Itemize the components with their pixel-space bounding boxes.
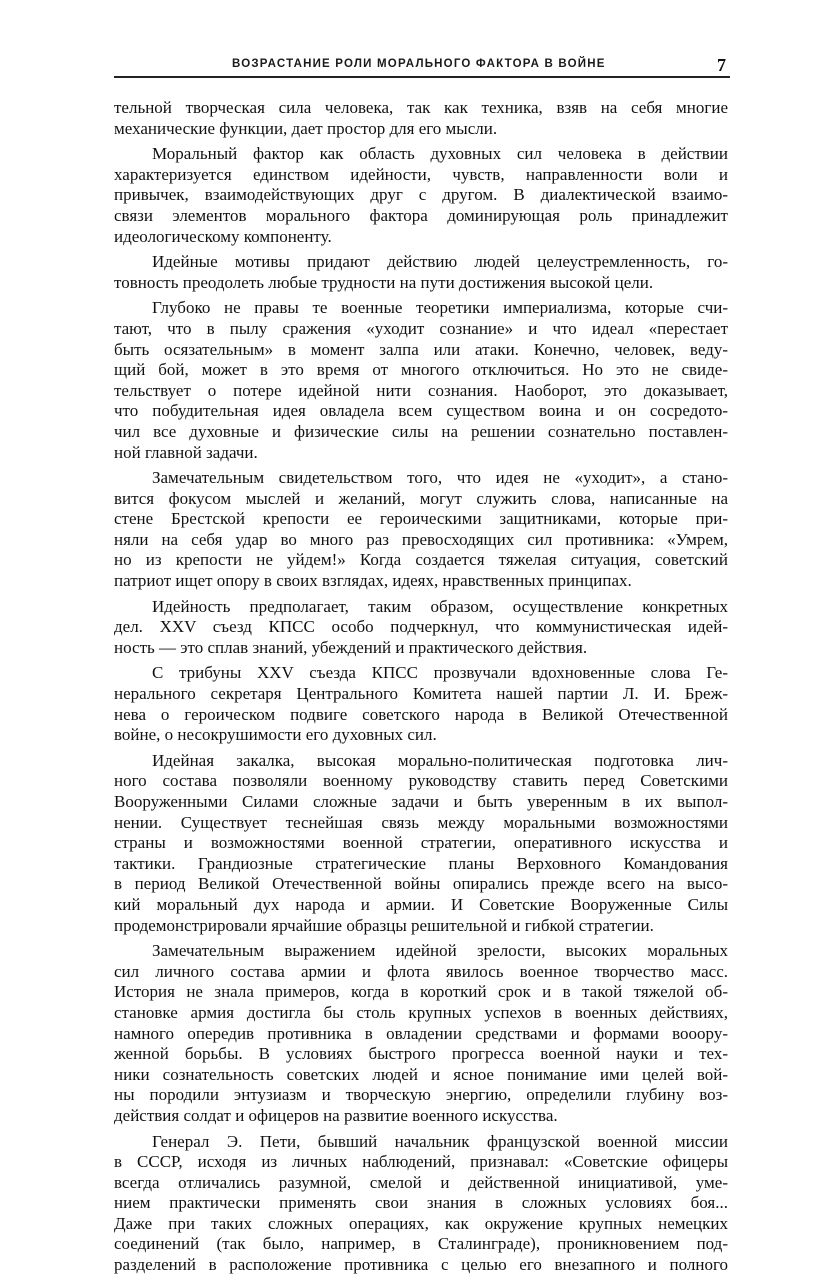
- paragraph-6: [114, 597, 728, 659]
- text-line: тельной творческая сила человека, так как техника, взяв на себя многие: [114, 98, 728, 117]
- paragraph-7: [114, 663, 728, 745]
- text-line: тают, что в пылу сражения «уходит сознание» и что идеал «перестает: [114, 318, 728, 338]
- body-text: [114, 98, 728, 1281]
- text-line: характеризуется единством идейности, чувств, направленности воли и: [114, 164, 728, 184]
- text-line: Глубоко не правы те военные теоретики империализма, которые счи-: [152, 298, 728, 318]
- text-line: быть осязательным» в момент залпа или атаки. Конечно, человек, веду-: [114, 339, 728, 359]
- running-head: [114, 55, 730, 77]
- text-line: стене Брестской крепости ее героическими защитниками, которые при-: [114, 509, 728, 529]
- text-line: связи элементов морального фактора доминирующая роль принадлежит: [114, 205, 728, 225]
- text-line: нием практически применять свои знания в сложных условиях боя...: [114, 1193, 728, 1213]
- paragraph-9: [114, 941, 728, 1126]
- text-line: механические функции, дает простор для его мысли.: [114, 118, 498, 138]
- text-line: соединений (так было, например, в Сталинграде), проникновением под-: [114, 1234, 728, 1254]
- text-line: тактики. Грандиозные стратегические планы Верховного Командования: [114, 853, 728, 873]
- page-number: 7: [717, 55, 726, 75]
- text-line: товность преодолеть любые трудности на пути достижения высокой цели.: [114, 272, 654, 292]
- text-line: Идейная закалка, высокая морально-политическая подготовка лич-: [152, 750, 728, 770]
- text-line: ность — это сплав знаний, убеждений и практического действия.: [114, 637, 588, 657]
- text-line: С трибуны XXV съезда КПСС прозвучали вдохновенные слова Ге-: [152, 663, 728, 683]
- text-line: ного состава позволяли военному руководству ставить перед Советскими: [114, 771, 728, 791]
- text-line: Моральный фактор как область духовных сил человека в действии: [152, 144, 728, 164]
- text-line: Идейные мотивы придают действию людей целеустремленность, го-: [152, 252, 728, 272]
- header-rule: [114, 76, 730, 78]
- text-line: нева о героическом подвиге советского народа в Великой Отечественной: [114, 704, 728, 724]
- text-line: всегда отличались разумной, смелой и действенной инициативой, уме-: [114, 1172, 728, 1192]
- text-line: действия солдат и офицеров на развитие военного искусства.: [114, 1105, 558, 1125]
- text-line: чил все духовные и физические силы на решении сознательно поставлен-: [114, 421, 728, 441]
- text-line: Вооруженными Силами сложные задачи и быть уверенным в их выпол-: [114, 792, 728, 811]
- text-line: Генерал Э. Пети, бывший начальник французской военной миссии: [152, 1131, 728, 1151]
- text-line: продемонстрировали ярчайшие образцы решительной и гибкой стратегии.: [114, 915, 654, 935]
- text-line: ны породили энтузиазм и творческую энергию, определили глубину воз-: [114, 1085, 728, 1105]
- paragraph-4: [114, 298, 728, 463]
- text-line: что побудительная идея овладела всем существом воина и он сосредото-: [114, 401, 728, 421]
- text-line: намного опередив противника в овладении средствами и формами вооору-: [114, 1023, 728, 1043]
- paragraph-5: [114, 468, 728, 592]
- text-line: в период Великой Отечественной войны опирались прежде всего на высо-: [114, 874, 728, 894]
- text-line: няли на себя удар во много раз превосходящих сил противника: «Умрем,: [114, 529, 728, 549]
- paragraph-1: [114, 98, 728, 139]
- text-line: Даже при таких сложных операциях, как окружение крупных немецких: [114, 1213, 728, 1233]
- text-line: Замечательным свидетельством того, что идея не «уходит», а стано-: [152, 468, 728, 488]
- text-line: нении. Существует теснейшая связь между моральными возможностями: [114, 812, 728, 832]
- text-line: становке армия достигла бы столь крупных успехов в военных действиях,: [114, 1002, 728, 1022]
- text-line: идеологическому компоненту.: [114, 226, 332, 246]
- text-line: Замечательным выражением идейной зрелости, высоких моральных: [152, 941, 728, 961]
- text-line: вится фокусом мыслей и желаний, могут служить слова, написанные на: [114, 488, 728, 508]
- text-line: ники сознательность советских людей и ясное понимание ими целей вой-: [114, 1064, 728, 1084]
- paragraph-2: [114, 144, 728, 247]
- text-line: нерального секретаря Центрального Комитета нашей партии Л. И. Бреж-: [114, 684, 728, 704]
- text-line: привычек, взаимодействующих друг с другом. В диалектической взаимо-: [114, 185, 728, 205]
- text-line: История не знала примеров, когда в короткий срок и в такой тяжелой об-: [114, 982, 728, 1002]
- paragraph-3: [114, 252, 728, 293]
- text-line: дел. XXV съезд КПСС особо подчеркнул, что коммунистическая идей-: [114, 617, 728, 637]
- text-line: в СССР, исходя из личных наблюдений, признавал: «Советские офицеры: [114, 1152, 728, 1172]
- text-line: ной главной задачи.: [114, 442, 258, 462]
- running-title: ВОЗРАСТАНИЕ РОЛИ МОРАЛЬНОГО ФАКТОРА В ВОЙНЕ: [232, 58, 606, 70]
- text-line: Идейность предполагает, таким образом, осуществление конкретных: [152, 596, 728, 616]
- text-line: войне, о несокрушимости его духовных сил.: [114, 725, 437, 745]
- text-line: щий бой, может в это время от многого отключиться. Но это не свиде-: [114, 360, 728, 380]
- text-line: разделений в расположение противника с целью его внезапного и полного: [114, 1255, 728, 1275]
- text-line: патриот ищет опору в своих взглядах, идеях, нравственных принципах.: [114, 571, 632, 591]
- text-line: сил личного состава армии и флота явилось военное творчество масс.: [114, 961, 728, 981]
- text-line: страны и возможностями военной стратегии, оперативного искусства и: [114, 833, 728, 853]
- paragraph-10: [114, 1132, 728, 1276]
- text-line: кий моральный дух народа и армии. И Советские Вооруженные Силы: [114, 894, 728, 914]
- text-line: тельствует о потере идейной нити сознания. Наоборот, это доказывает,: [114, 380, 728, 400]
- text-line: но из крепости не уйдем!» Когда создается тяжелая ситуация, советский: [114, 550, 728, 570]
- paragraph-8: [114, 751, 728, 936]
- text-line: женной борьбы. В условиях быстрого прогресса военной науки и тех-: [114, 1044, 728, 1064]
